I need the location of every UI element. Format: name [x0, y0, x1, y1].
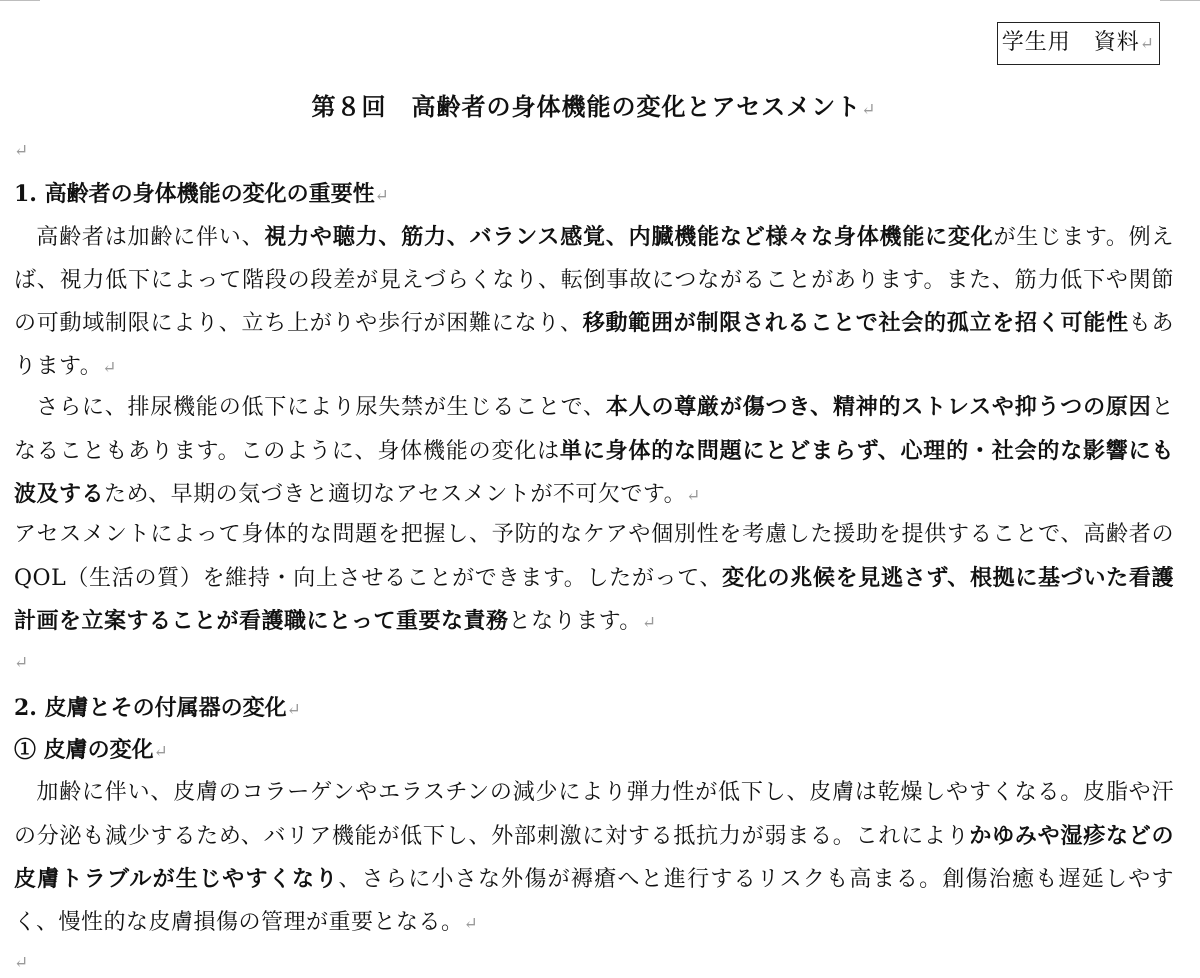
paragraph-mark: ↵	[374, 186, 389, 206]
emphasis-span: 本人の尊厳が傷つき、精神的ストレスや抑うつの原因	[605, 394, 1152, 420]
section-2-heading	[14, 688, 301, 730]
paragraph-mark: ↵	[153, 742, 168, 762]
blank-line	[14, 648, 28, 678]
section-1-paragraph-1	[14, 216, 1174, 389]
section-2-subheading-text: ① 皮膚の変化	[14, 737, 154, 763]
student-material-label-text: 学生用 資料	[1001, 30, 1140, 55]
emphasis-span: 移動範囲が制限されることで社会的孤立を招く可能性	[582, 310, 1129, 336]
text-span: 高齢者は加齢に伴い、	[36, 225, 265, 250]
paragraph-mark: ↵	[286, 700, 301, 720]
text-span: もあります。	[14, 311, 1174, 379]
paragraph-mark: ↵	[861, 100, 877, 120]
page-corner-right	[1160, 0, 1200, 1]
document-title-text: 第８回 高齢者の身体機能の変化とアセスメント	[311, 92, 862, 121]
paragraph-mark: ↵	[102, 357, 117, 378]
section-1-heading	[14, 174, 389, 216]
emphasis-span: 変化の兆候を見逃さず、根拠に基づいた看護計画を立案することが看護職にとって重要な責務	[14, 564, 1175, 634]
paragraph-mark: ↵	[14, 141, 29, 161]
blank-line	[14, 948, 28, 978]
section-1-paragraph-2	[14, 386, 1174, 518]
text-span: となることもあります。このように、身体機能の変化は	[14, 395, 1174, 464]
section-2-subheading	[14, 730, 168, 772]
text-span: 加齢に伴い、皮膚のコラーゲンやエラスチンの減少により弾力性が低下し、皮膚は乾燥しやすくなる。皮脂や汗の分泌も減少するため、バリア機能が低下し、外部刺激に対する抵抗力が弱まる。これにより	[14, 780, 1174, 849]
blank-line	[14, 136, 28, 166]
text-span: ため、早期の気づきと適切なアセスメントが不可欠です。	[104, 482, 687, 507]
text-span: が生じます。例えば、視力低下によって階段の段差が見えづらくなり、転倒事故につながることがあります。また、筋力低下や関節の可動域制限により、立ち上がりや歩行が困難になり、	[14, 225, 1174, 336]
text-span: 、さらに小さな外傷が褥瘡へと進行するリスクも高まる。創傷治癒も遅延しやすく、慢性的な皮膚損傷の管理が重要となる。	[14, 867, 1174, 935]
paragraph-mark: ↵	[463, 913, 479, 934]
section-2-paragraph-1	[14, 772, 1174, 945]
text-span: さらに、排尿機能の低下により尿失禁が生じることで、	[36, 395, 606, 420]
emphasis-span: かゆみや湿疹などの皮膚トラブルが生じやすくなり	[14, 822, 1174, 892]
text-span: アセスメントによって身体的な問題を把握し、予防的なケアや個別性を考慮した援助を提供することで、高齢者の QOL（生活の質）を維持・向上させることができます。したがって、	[14, 522, 1174, 591]
paragraph-mark: ↵	[14, 653, 29, 673]
emphasis-span: 視力や聴力、筋力、バランス感覚、内臓機能など様々な身体機能に変化	[264, 224, 994, 250]
student-material-label	[997, 22, 1160, 65]
text-span: となります。	[508, 609, 642, 634]
page-corner-left	[0, 0, 40, 1]
paragraph-mark: ↵	[14, 953, 29, 973]
document-title	[14, 88, 1174, 129]
paragraph-mark: ↵	[1139, 34, 1155, 54]
paragraph-mark: ↵	[641, 613, 657, 633]
paragraph-mark: ↵	[686, 486, 701, 506]
emphasis-span: 単に身体的な問題にとどまらず、心理的・社会的な影響にも波及する	[14, 437, 1174, 507]
section-2-heading-text: 2. 皮膚とその付属器の変化	[14, 695, 287, 721]
section-1-heading-text: 1. 高齢者の身体機能の変化の重要性	[14, 181, 375, 207]
section-1-paragraph-3	[14, 514, 1174, 645]
